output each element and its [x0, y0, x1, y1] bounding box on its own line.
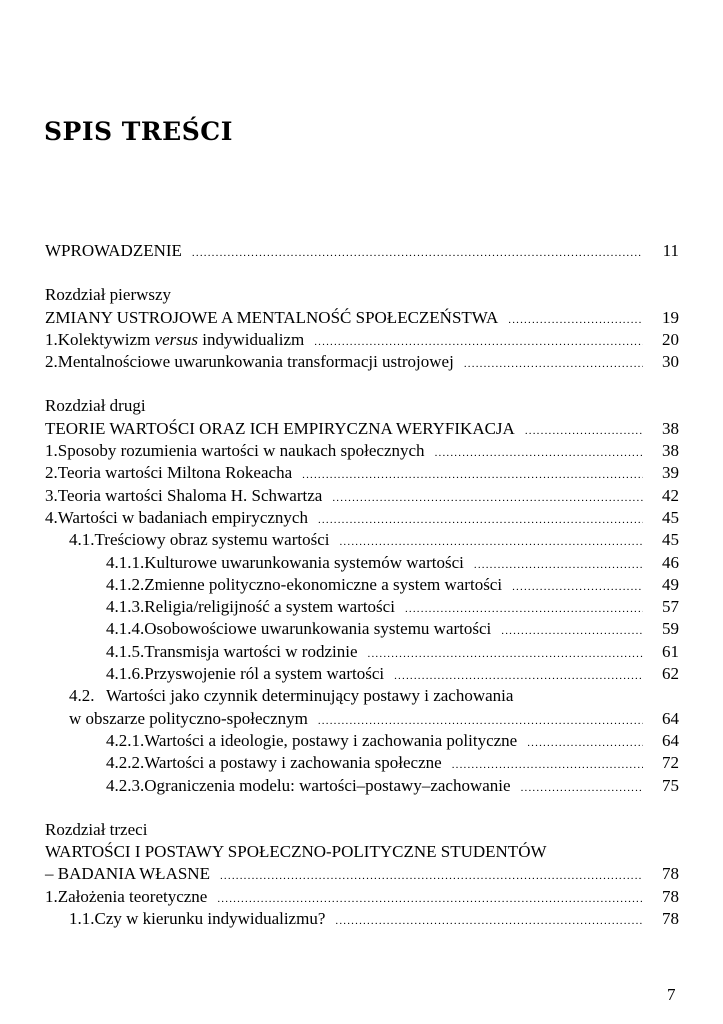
dot-leader — [525, 420, 643, 442]
dot-leader — [302, 464, 643, 486]
toc-entry — [45, 908, 679, 930]
toc-entry — [45, 552, 679, 574]
toc-entry — [45, 618, 679, 640]
dot-leader — [220, 865, 643, 887]
toc-entry-number: 4.2. — [69, 686, 95, 706]
toc-entry-number: 1. — [45, 886, 58, 906]
toc-entry — [45, 775, 679, 797]
dot-leader — [501, 620, 643, 642]
toc-entry-title: Czy w kierunku indywidualizmu? — [94, 909, 326, 929]
toc-entry-title: Transmisja wartości w rodzinie — [144, 641, 358, 661]
toc-entry — [45, 752, 679, 774]
dot-leader — [318, 710, 643, 732]
chapter-label — [45, 841, 679, 863]
toc-entry — [45, 240, 679, 262]
toc-entry-number: 1. — [45, 441, 58, 461]
dot-leader — [217, 888, 643, 910]
dot-leader — [521, 777, 643, 799]
dot-leader — [512, 576, 643, 598]
toc-entry-title: ZMIANY USTROJOWE A MENTALNOŚĆ SPOŁECZEŃSTWA — [45, 307, 499, 327]
chapter-label — [45, 819, 679, 841]
toc-entry-number: 4.1.6. — [106, 664, 145, 684]
toc-entry-number: 4.1.5. — [106, 641, 145, 661]
toc-entry — [45, 307, 679, 329]
chapter-label — [45, 395, 679, 417]
toc-entry — [45, 641, 679, 663]
toc-entry — [45, 596, 679, 618]
chapter-label-text: Rozdział drugi — [45, 396, 146, 416]
dot-leader — [318, 509, 643, 531]
toc-entry — [45, 529, 679, 551]
toc-entry — [45, 685, 679, 707]
toc-entry — [45, 730, 679, 752]
dot-leader — [192, 242, 643, 264]
toc-entry — [45, 886, 679, 908]
page-number: 7 — [667, 985, 676, 1004]
toc-entry-page: 57 — [662, 597, 679, 617]
dot-leader — [314, 331, 643, 353]
dot-leader — [435, 442, 643, 464]
section-gap — [45, 797, 679, 819]
toc-entry-page: 45 — [662, 530, 679, 550]
toc-entry-number: 4. — [45, 507, 58, 527]
dot-leader — [464, 353, 643, 375]
toc-entry — [45, 418, 679, 440]
dot-leader — [527, 732, 643, 754]
toc-entry-number: 4.1.1. — [106, 552, 145, 572]
toc-entry-page: 61 — [662, 641, 679, 661]
toc-entry-page: 42 — [662, 485, 679, 505]
toc-entry — [45, 574, 679, 596]
toc-entry-page: 20 — [662, 329, 679, 349]
toc-entry-title: Zmienne polityczno-ekonomiczne a system wartości — [144, 574, 503, 594]
toc-entry-title: w obszarze polityczno-społecznym — [69, 708, 308, 728]
toc-entry-page: 62 — [662, 664, 679, 684]
toc-entry-number: 4.2.3. — [106, 775, 145, 795]
chapter-label-text: Rozdział trzeci — [45, 819, 148, 839]
toc-entry-title: Treściowy obraz systemu wartości — [94, 530, 330, 550]
toc-entry — [45, 329, 679, 351]
toc-entry — [45, 485, 679, 507]
toc-entry — [45, 863, 679, 885]
toc-entry-number: 2. — [45, 352, 58, 372]
toc-entry-page: 78 — [662, 909, 679, 929]
toc-entry — [45, 507, 679, 529]
section-gap — [45, 262, 679, 284]
toc-entry-number: 1.1. — [69, 909, 95, 929]
toc-entry-title: Przyswojenie ról a system wartości — [144, 664, 385, 684]
toc-entry-page: 30 — [662, 352, 679, 372]
toc-entry-number: 4.2.1. — [106, 730, 145, 750]
toc-entry-number: 4.1. — [69, 530, 95, 550]
chapter-label-text: WARTOŚCI I POSTAWY SPOŁECZNO-POLITYCZNE STUDENTÓW — [45, 842, 547, 862]
toc-entry — [45, 663, 679, 685]
toc-entry-title: Wartości a ideologie, postawy i zachowania polityczne — [144, 730, 518, 750]
dot-leader — [405, 598, 643, 620]
dot-leader — [508, 309, 643, 331]
toc-entry-title: Kulturowe uwarunkowania systemów wartości — [144, 552, 464, 572]
toc-entry-title: Wartości a postawy i zachowania społeczne — [144, 753, 442, 773]
toc-entry-number: 4.1.2. — [106, 574, 145, 594]
toc-entry-page: 78 — [662, 886, 679, 906]
toc-entry-title: WPROWADZENIE — [45, 241, 182, 260]
toc-entry-page: 75 — [662, 775, 679, 795]
toc-entry-title: Sposoby rozumienia wartości w naukach społecznych — [57, 441, 425, 461]
page-title: SPIS TREŚCI — [44, 117, 233, 146]
toc-entry-number: 4.1.3. — [106, 597, 145, 617]
toc-entry-title: Teoria wartości Miltona Rokeacha — [57, 463, 293, 483]
toc-entry-page: 19 — [662, 307, 679, 327]
toc-entry-title: Mentalnościowe uwarunkowania transformacji ustrojowej — [57, 352, 454, 372]
toc-entry-title: Wartości jako czynnik determinujący postawy i zachowania — [106, 686, 514, 706]
toc-entry-number: 4.1.4. — [106, 619, 145, 639]
toc-entry — [45, 440, 679, 462]
dot-leader — [452, 754, 643, 776]
toc-entry-page: 39 — [662, 463, 679, 483]
dot-leader — [332, 487, 643, 509]
toc-entry-page: 11 — [662, 241, 679, 260]
toc-entry-title: Teoria wartości Shaloma H. Schwartza — [57, 485, 323, 505]
toc-entry-page: 38 — [662, 441, 679, 461]
toc-entry-number: 3. — [45, 485, 58, 505]
toc-entry — [45, 462, 679, 484]
dot-leader — [394, 665, 643, 687]
toc-entry-number: 2. — [45, 463, 58, 483]
chapter-label — [45, 284, 679, 306]
dot-leader — [474, 554, 643, 576]
toc-entry-title: Ograniczenia modelu: wartości–postawy–zachowanie — [144, 775, 511, 795]
toc-entry-title: Wartości w badaniach empirycznych — [57, 507, 308, 527]
toc-entry-title: TEORIE WARTOŚCI ORAZ ICH EMPIRYCZNA WERYFIKACJA — [45, 418, 515, 438]
table-of-contents — [45, 240, 679, 930]
toc-entry-title: Założenia teoretyczne — [57, 886, 208, 906]
toc-entry-title: – BADANIA WŁASNE — [45, 864, 210, 884]
toc-entry-number: 1. — [45, 329, 58, 349]
toc-entry-page: 45 — [662, 507, 679, 527]
toc-entry-page: 49 — [662, 574, 679, 594]
dot-leader — [339, 531, 643, 553]
toc-entry-page: 64 — [662, 708, 679, 728]
toc-entry — [45, 351, 679, 373]
toc-entry-title: Osobowościowe uwarunkowania systemu wartości — [144, 619, 492, 639]
toc-entry-number: 4.2.2. — [106, 753, 145, 773]
toc-entry-page: 38 — [662, 418, 679, 438]
toc-entry-page: 46 — [662, 552, 679, 572]
dot-leader — [335, 910, 643, 932]
toc-entry-page: 59 — [662, 619, 679, 639]
toc-entry-page: 72 — [662, 753, 679, 773]
toc-entry-page: 64 — [662, 730, 679, 750]
toc-entry-title: Religia/religijność a system wartości — [144, 597, 395, 617]
toc-entry — [45, 708, 679, 730]
toc-entry-page: 78 — [662, 864, 679, 884]
toc-entry-title: Kolektywizm versus indywidualizm — [57, 329, 305, 349]
dot-leader — [368, 643, 643, 665]
section-gap — [45, 373, 679, 395]
chapter-label-text: Rozdział pierwszy — [45, 285, 172, 305]
